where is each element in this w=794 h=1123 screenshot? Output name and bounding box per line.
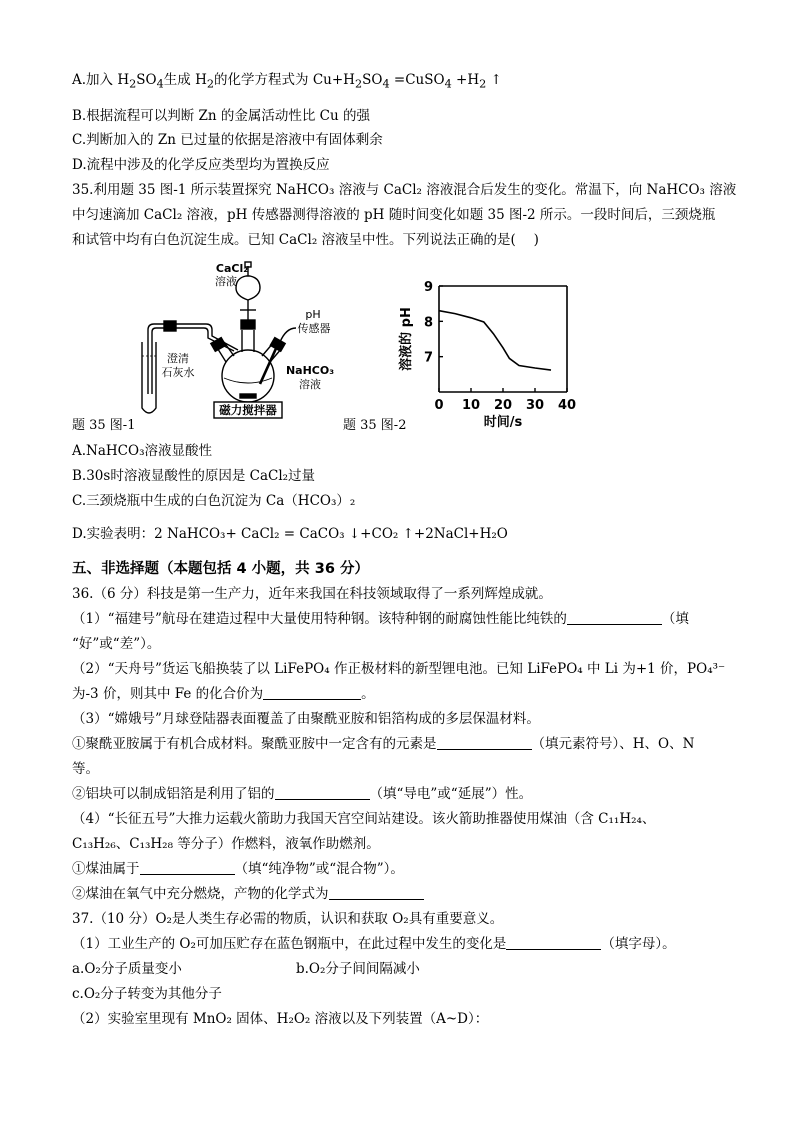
y-tick-label: 7 (423, 350, 433, 366)
q34-option-b: B.根据流程可以判断 Zn 的金属活动性比 Cu 的强 (72, 108, 370, 124)
q34-option-c: C.判断加入的 Zn 已过量的依据是溶液中有固体剩余 (72, 132, 383, 148)
q37-part1: （1）工业生产的 O₂可加压贮存在蓝色钢瓶中，在此过程中发生的变化是 （填字母）。 (72, 936, 676, 952)
answer-blank[interactable] (506, 935, 601, 950)
answer-blank[interactable] (567, 610, 662, 625)
q37-option-a: a.O₂分子质量变小 (72, 961, 182, 977)
flask-solution-label: 溶液 (299, 378, 321, 391)
nahco3-label: NaHCO₃ (285, 364, 335, 377)
answer-blank[interactable] (437, 735, 532, 750)
q34-option-d: D.流程中涉及的化学反应类型均为置换反应 (72, 157, 330, 173)
x-tick-label: 30 (525, 398, 545, 413)
q36-part4: （4）“长征五号”大推力运载火箭助力我国天宫空间站建设。该火箭助推器使用煤油（含 C₁₁H₂₄、 (72, 811, 656, 827)
section-title: 五、非选择题（本题包括 4 小题，共 36 分） (72, 561, 369, 577)
y-tick-label: 8 (423, 315, 433, 331)
q35-option-d: D.实验表明：2 NaHCO₃+ CaCl₂ = CaCO₃ ↓+CO₂ ↑+2NaCl+H₂O (72, 526, 508, 542)
q35-option-c: C.三颈烧瓶中生成的白色沉淀为 Ca（HCO₃）₂ (72, 493, 356, 509)
x-tick-label: 10 (461, 398, 481, 413)
q36-intro: 36.（6 分）科技是第一生产力，近年来我国在科技领域取得了一系列辉煌成就。 (72, 586, 552, 602)
q35-stem-line1: 35.利用题 35 图-1 所示装置探究 NaHCO₃ 溶液与 CaCl₂ 溶液混合后发生的变化。常温下，向 NaHCO₃ 溶液 (72, 182, 737, 198)
q36-part2: （2）“天舟号”货运飞船换装了以 LiFePO₄ 作正极材料的新型锂电池。已知 LiFePO₄ 中 Li 为+1 价，PO₄³⁻ (72, 661, 726, 677)
y-tick-label: 9 (423, 280, 433, 295)
sensor-label: 传感器 (297, 322, 331, 335)
q35-option-b: B.30s时溶液显酸性的原因是 CaCl₂过量 (72, 468, 316, 484)
q37-intro: 37.（10 分）O₂是人类生存必需的物质，认识和获取 O₂具有重要意义。 (72, 911, 504, 927)
figure2-caption: 题 35 图-2 (343, 418, 407, 433)
cacl2-label: CaCl₂ (215, 262, 249, 275)
q37-option-b: b.O₂分子间间隔减小 (296, 961, 420, 977)
x-axis-label: 时间/s (483, 415, 523, 430)
answer-blank[interactable] (263, 685, 361, 700)
ph-label: pH (305, 308, 321, 321)
y-axis-label: 溶液的 pH (399, 307, 414, 371)
stirrer-label: 磁力搅拌器 (219, 403, 277, 417)
chart-axes (439, 286, 567, 392)
ph-chart (392, 276, 582, 432)
x-tick-label: 40 (557, 398, 577, 413)
q36-part4-1: ①煤油属于 （填“纯净物”或“混合物”）。 (72, 861, 404, 877)
answer-blank[interactable] (275, 785, 370, 800)
q35-stem-line2: 中匀速滴加 CaCl₂ 溶液，pH 传感器测得溶液的 pH 随时间变化如题 35 图-2 所示。一段时间后，三颈烧瓶 (72, 207, 716, 223)
x-tick-label: 0 (434, 398, 444, 413)
funnel-solution-label: 溶液 (215, 275, 237, 288)
apparatus-figure (128, 258, 348, 420)
q37-option-c: c.O₂分子转变为其他分子 (72, 986, 222, 1002)
answer-blank[interactable] (329, 885, 424, 900)
q36-part1-cont: “好”或“差”）。 (72, 636, 161, 652)
q36-part3-1-cont: 等。 (72, 761, 99, 777)
q36-part2-cont: 为-3 价，则其中 Fe 的化合价为 。 (72, 686, 375, 702)
q36-part1: （1）“福建号”航母在建造过程中大量使用特种钢。该特种钢的耐腐蚀性能比纯铁的 （填 (72, 611, 689, 627)
q36-part3-2: ②铝块可以制成铝箔是利用了铝的 （填“导电”或“延展”）性。 (72, 786, 533, 802)
limewater-label-2: 石灰水 (161, 366, 195, 379)
q34-option-a: A.加入 $H_2SO_4$生成 $H_2$的化学方程式为 $Cu+H_2SO_4$ =CuSO$_4$ $+H_2$ ↑ (72, 72, 502, 91)
q36-part3: （3）“嫦娥号”月球登陆器表面覆盖了由聚酰亚胺和铝箔构成的多层保温材料。 (72, 711, 540, 727)
q36-part4-2: ②煤油在氧气中充分燃烧，产物的化学式为 (72, 884, 424, 904)
q36-part4-cont: C₁₃H₂₆、C₁₃H₂₈ 等分子）作燃料，液氧作助燃剂。 (72, 836, 380, 852)
answer-blank[interactable] (140, 860, 235, 875)
q35-stem-line3: 和试管中均有白色沉淀生成。已知 CaCl₂ 溶液呈中性。下列说法正确的是( ) (72, 232, 539, 248)
x-tick-label: 20 (493, 398, 513, 413)
series-line-ph (439, 311, 551, 370)
q35-option-a: A.NaHCO₃溶液显酸性 (72, 443, 212, 459)
limewater-label-1: 澄清 (167, 352, 189, 365)
figure1-caption: 题 35 图-1 (72, 418, 136, 433)
q37-part2: （2）实验室里现有 MnO₂ 固体、H₂O₂ 溶液以及下列装置（A~D）： (72, 1011, 489, 1027)
q36-part3-1: ①聚酰亚胺属于有机合成材料。聚酰亚胺中一定含有的元素是 （填元素符号）、H、O、N (72, 736, 695, 752)
